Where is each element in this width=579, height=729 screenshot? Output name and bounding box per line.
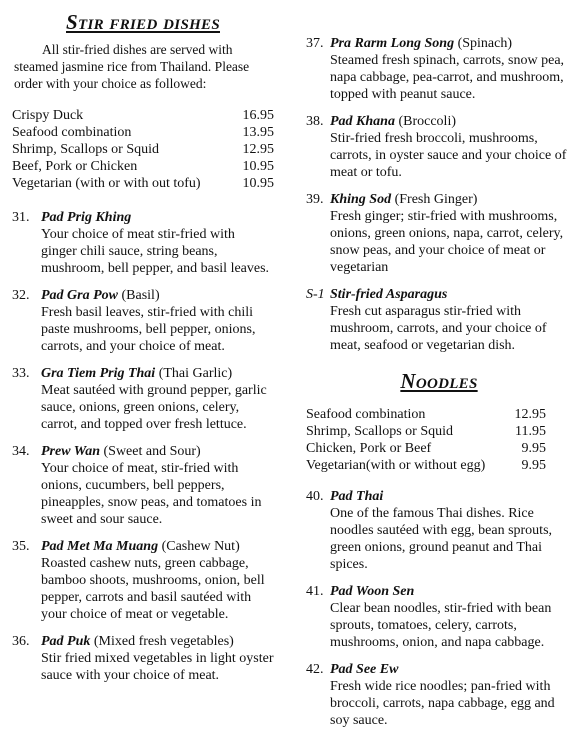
price-label: Seafood combination xyxy=(12,125,132,140)
menu-item-35 xyxy=(12,538,274,623)
item-subtitle: (Broccoli) xyxy=(394,114,456,129)
menu-item-33 xyxy=(12,365,274,433)
item-description: Fresh wide rice noodles; pan-fried with broccoli, carrots, napa cabbage, egg and soy sauce. xyxy=(330,679,555,728)
price-value: 13.95 xyxy=(242,125,274,140)
menu-item-37 xyxy=(306,35,572,103)
menu-item-34 xyxy=(12,443,274,528)
price-value: 9.95 xyxy=(521,458,546,473)
item-name: Pad Khana xyxy=(330,114,395,129)
price-label: Chicken, Pork or Beef xyxy=(306,441,432,456)
price-row xyxy=(306,457,546,474)
price-value: 10.95 xyxy=(242,176,274,191)
item-name: Pad Prig Khing xyxy=(41,210,132,225)
item-number: 34. xyxy=(12,444,30,459)
price-row xyxy=(12,175,274,192)
item-number: 39. xyxy=(306,192,324,207)
item-description: Fresh ginger; stir-fried with mushrooms, onions, green onions, napa, carrot, celery, snow peas, and your choice of meat or vegetarian xyxy=(330,209,564,275)
item-number: 36. xyxy=(12,634,30,649)
item-number: 37. xyxy=(306,36,324,51)
item-subtitle: (Mixed fresh vegetables) xyxy=(90,634,234,649)
menu-item-31 xyxy=(12,209,274,277)
item-name: Khing Sod xyxy=(330,192,392,207)
stir-fried-intro: All stir-fried dishes are served with steamed jasmine rice from Thailand. Please order with your choice as followed: xyxy=(14,42,250,91)
item-number: 31. xyxy=(12,210,30,225)
item-name: Pad Thai xyxy=(330,489,384,504)
price-label: Vegetarian(with or without egg) xyxy=(306,458,486,473)
item-name: Prew Wan xyxy=(41,444,100,459)
item-name: Stir-fried Asparagus xyxy=(330,287,448,302)
menu-item-32 xyxy=(12,287,274,355)
item-number: 42. xyxy=(306,662,324,677)
item-subtitle: (Thai Garlic) xyxy=(155,366,233,381)
price-row xyxy=(306,406,546,423)
menu-item-38 xyxy=(306,113,572,181)
price-row xyxy=(12,124,274,141)
item-name: Pad Met Ma Muang xyxy=(41,539,159,554)
item-number: 35. xyxy=(12,539,30,554)
price-row xyxy=(306,423,546,440)
menu-item-39 xyxy=(306,191,572,276)
price-label: Crispy Duck xyxy=(12,108,84,123)
item-description: Fresh basil leaves, stir-fried with chili paste mushrooms, bell pepper, onions, carrots, and your choice of meat. xyxy=(41,305,256,354)
item-name: Pad Gra Pow xyxy=(41,288,118,303)
item-description: Your choice of meat, stir-fried with onions, cucumbers, bell peppers, pineapples, snow peas, and tomatoes in sweet and sour sauce. xyxy=(41,461,262,527)
price-row xyxy=(12,158,274,175)
price-row xyxy=(12,107,274,124)
menu-item-40 xyxy=(306,488,572,573)
item-number: 40. xyxy=(306,489,324,504)
price-value: 12.95 xyxy=(242,142,274,157)
item-number: S-1 xyxy=(306,287,325,302)
item-description: Meat sautéed with ground pepper, garlic sauce, onions, green onions, celery, carrot, and topped over fresh lettuce. xyxy=(41,383,267,432)
item-description: Roasted cashew nuts, green cabbage, bamboo shoots, mushrooms, onion, bell pepper, carrots and basil sautéed with your choice of meat or vegetable. xyxy=(41,556,265,622)
price-value: 9.95 xyxy=(521,441,546,456)
item-name: Pad Puk xyxy=(41,634,91,649)
price-value: 11.95 xyxy=(515,424,546,439)
item-subtitle: (Spinach) xyxy=(454,36,513,51)
noodles-heading: Noodles xyxy=(400,369,478,393)
left-column xyxy=(12,0,274,684)
item-description: Stir fried mixed vegetables in light oyster sauce with your choice of meat. xyxy=(41,651,274,683)
item-description: Fresh cut asparagus stir-fried with mushroom, carrots, and your choice of meat, seafood or vegetarian dish. xyxy=(330,304,547,353)
item-name: Pra Rarm Long Song xyxy=(330,36,455,51)
item-name: Pad Woon Sen xyxy=(330,584,415,599)
menu-item-42 xyxy=(306,661,572,729)
item-name: Gra Tiem Prig Thai xyxy=(41,366,156,381)
price-label: Vegetarian (with or with out tofu) xyxy=(12,176,201,191)
price-value: 10.95 xyxy=(242,159,274,174)
item-number: 41. xyxy=(306,584,324,599)
menu-item-36 xyxy=(12,633,274,684)
item-number: 32. xyxy=(12,288,30,303)
right-column xyxy=(306,0,572,729)
item-description: Steamed fresh spinach, carrots, snow pea, napa cabbage, pea-carrot, and mushroom, topped with peanut sauce. xyxy=(330,53,565,102)
price-value: 16.95 xyxy=(242,108,274,123)
item-subtitle: (Cashew Nut) xyxy=(158,539,240,554)
item-description: Stir-fried fresh broccoli, mushrooms, carrots, in oyster sauce and your choice of meat or tofu. xyxy=(330,131,567,180)
item-name: Pad See Ew xyxy=(330,662,399,677)
price-label: Shrimp, Scallops or Squid xyxy=(12,142,160,157)
item-number: 38. xyxy=(306,114,324,129)
price-row xyxy=(12,141,274,158)
item-number: 33. xyxy=(12,366,30,381)
noodles-price-list xyxy=(306,406,546,474)
menu-item-s1 xyxy=(306,286,572,354)
item-description: Your choice of meat stir-fried with ginger chili sauce, string beans, mushroom, bell pepper, and basil leaves. xyxy=(41,227,270,276)
price-value: 12.95 xyxy=(514,407,546,422)
item-subtitle: (Fresh Ginger) xyxy=(391,192,478,207)
stir-fried-price-list xyxy=(12,107,274,192)
item-subtitle: (Basil) xyxy=(118,288,160,303)
item-subtitle: (Sweet and Sour) xyxy=(100,444,201,459)
price-row xyxy=(306,440,546,457)
price-label: Seafood combination xyxy=(306,407,426,422)
menu-item-41 xyxy=(306,583,572,651)
price-label: Shrimp, Scallops or Squid xyxy=(306,424,454,439)
price-label: Beef, Pork or Chicken xyxy=(12,159,138,174)
item-description: One of the famous Thai dishes. Rice noodles sautéed with egg, bean sprouts, green onions, ground peanut and Thai spices. xyxy=(330,506,553,572)
stir-fried-heading: Stir fried dishes xyxy=(66,10,220,34)
item-description: Clear bean noodles, stir-fried with bean sprouts, tomatoes, celery, carrots, mushrooms, onion, and napa cabbage. xyxy=(330,601,552,650)
